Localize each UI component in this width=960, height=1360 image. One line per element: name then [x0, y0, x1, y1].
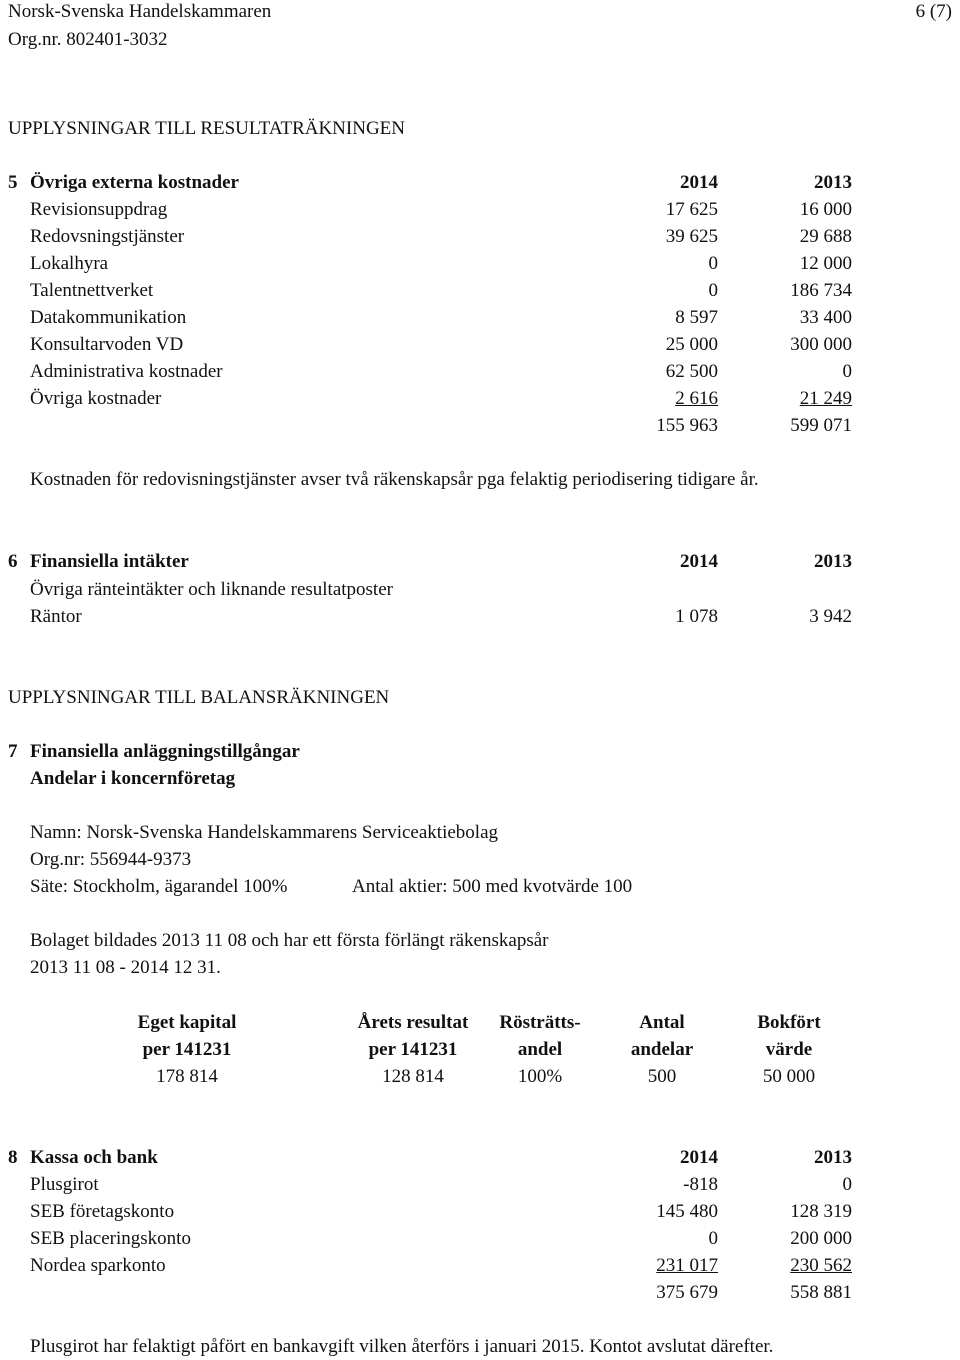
holding-header-equity-line2: per 141231	[142, 1039, 232, 1060]
section-title-result: UPPLYSNINGAR TILL RESULTATRÄKNINGEN	[8, 118, 405, 139]
note5-number: 5	[8, 172, 18, 193]
row-value-2014: 0	[708, 280, 718, 301]
row-label: Revisionsuppdrag	[30, 199, 168, 220]
row-value-2013: 21 249	[799, 388, 852, 409]
row-value-2013: 0	[842, 361, 852, 382]
note7-number: 7	[8, 741, 18, 762]
holding-value-equity: 178 814	[156, 1066, 218, 1087]
note7-subtitle: Andelar i koncernföretag	[30, 768, 236, 789]
holding-value-shares: 500	[647, 1066, 677, 1087]
row-label: Talentnettverket	[30, 280, 154, 301]
company-name: Norsk-Svenska Handelskammaren	[8, 1, 272, 22]
row-label: Konsultarvoden VD	[30, 334, 184, 355]
note5-comment: Kostnaden för redovisningstjänster avser två räkenskapsår pga felaktig periodisering tidigare år.	[30, 469, 759, 490]
row-value-2013: 0	[842, 1174, 852, 1195]
holding-header-shares-line1: Antal	[639, 1012, 685, 1033]
note5-total-2014: 155 963	[656, 415, 718, 436]
note7-orgnr-line: Org.nr: 556944-9373	[30, 849, 192, 870]
row-value-2014: 1 078	[675, 606, 718, 627]
holding-header-shares-line2: andelar	[630, 1039, 694, 1060]
row-label: Redovsningstjänster	[30, 226, 185, 247]
row-value-2014: -818	[683, 1174, 718, 1195]
row-label: SEB företagskonto	[30, 1201, 175, 1222]
note5-col-2013: 2013	[814, 172, 852, 193]
holding-header-votes-line2: andel	[517, 1039, 563, 1060]
note5-total-2013: 599 071	[790, 415, 852, 436]
note8-title: Kassa och bank	[30, 1147, 158, 1168]
row-label: Datakommunikation	[30, 307, 187, 328]
row-value-2013: 3 942	[809, 606, 852, 627]
row-label: SEB placeringskonto	[30, 1228, 191, 1249]
note8-col-2013: 2013	[814, 1147, 852, 1168]
row-value-2014: 17 625	[665, 199, 718, 220]
note6-col-2014: 2014	[680, 551, 718, 572]
note7-formed-line2: 2013 11 08 - 2014 12 31.	[30, 957, 221, 978]
row-label: Räntor	[30, 606, 82, 627]
note6-col-2013: 2013	[814, 551, 852, 572]
note7-seat-line: Säte: Stockholm, ägarandel 100%	[30, 876, 288, 897]
row-value-2014: 62 500	[665, 361, 718, 382]
row-value-2014: 231 017	[656, 1255, 718, 1276]
note6-title: Finansiella intäkter	[30, 551, 189, 572]
org-number: Org.nr. 802401-3032	[8, 29, 168, 50]
note7-title: Finansiella anläggningstillgångar	[30, 741, 300, 762]
note6-number: 6	[8, 551, 18, 572]
row-label: Lokalhyra	[30, 253, 109, 274]
note7-name-line: Namn: Norsk-Svenska Handelskammarens Serviceaktiebolag	[30, 822, 499, 843]
holding-header-book-line2: värde	[765, 1039, 813, 1060]
holding-header-result-line2: per 141231	[368, 1039, 458, 1060]
note5-title: Övriga externa kostnader	[30, 172, 239, 193]
row-value-2013: 33 400	[799, 307, 852, 328]
row-label: Övriga kostnader	[30, 388, 162, 409]
row-value-2014: 8 597	[675, 307, 718, 328]
row-label: Nordea sparkonto	[30, 1255, 166, 1276]
holding-header-equity-line1: Eget kapital	[137, 1012, 237, 1033]
row-value-2014: 0	[708, 1228, 718, 1249]
holding-value-votes: 100%	[517, 1066, 563, 1087]
holding-header-book-line1: Bokfört	[757, 1012, 821, 1033]
row-value-2013: 128 319	[790, 1201, 852, 1222]
holding-value-book: 50 000	[762, 1066, 816, 1087]
row-value-2014: 39 625	[665, 226, 718, 247]
row-value-2014: 0	[708, 253, 718, 274]
holding-header-result-line1: Årets resultat	[357, 1012, 469, 1033]
row-value-2013: 300 000	[790, 334, 852, 355]
row-value-2013: 200 000	[790, 1228, 852, 1249]
row-value-2014: 145 480	[656, 1201, 718, 1222]
holding-value-result: 128 814	[382, 1066, 444, 1087]
note6-subtitle: Övriga ränteintäkter och liknande resultatposter	[30, 579, 393, 600]
note7-formed-line1: Bolaget bildades 2013 11 08 och har ett första förlängt räkenskapsår	[30, 930, 549, 951]
row-value-2013: 230 562	[790, 1255, 852, 1276]
row-label: Administrativa kostnader	[30, 361, 223, 382]
row-value-2013: 186 734	[790, 280, 852, 301]
note8-col-2014: 2014	[680, 1147, 718, 1168]
note8-total-2013: 558 881	[790, 1282, 852, 1303]
note8-comment: Plusgirot har felaktigt påfört en bankavgift vilken återförs i januari 2015. Kontot avslutat därefter.	[30, 1336, 774, 1357]
note8-number: 8	[8, 1147, 18, 1168]
note5-col-2014: 2014	[680, 172, 718, 193]
row-value-2014: 2 616	[675, 388, 718, 409]
row-label: Plusgirot	[30, 1174, 99, 1195]
holding-header-votes-line1: Rösträtts-	[499, 1012, 581, 1033]
page-number: 6 (7)	[915, 1, 952, 22]
row-value-2013: 16 000	[799, 199, 852, 220]
row-value-2013: 12 000	[799, 253, 852, 274]
note7-shares-line: Antal aktier: 500 med kvotvärde 100	[352, 876, 633, 897]
section-title-balance: UPPLYSNINGAR TILL BALANSRÄKNINGEN	[8, 687, 390, 708]
note8-total-2014: 375 679	[656, 1282, 718, 1303]
row-value-2014: 25 000	[665, 334, 718, 355]
row-value-2013: 29 688	[799, 226, 852, 247]
